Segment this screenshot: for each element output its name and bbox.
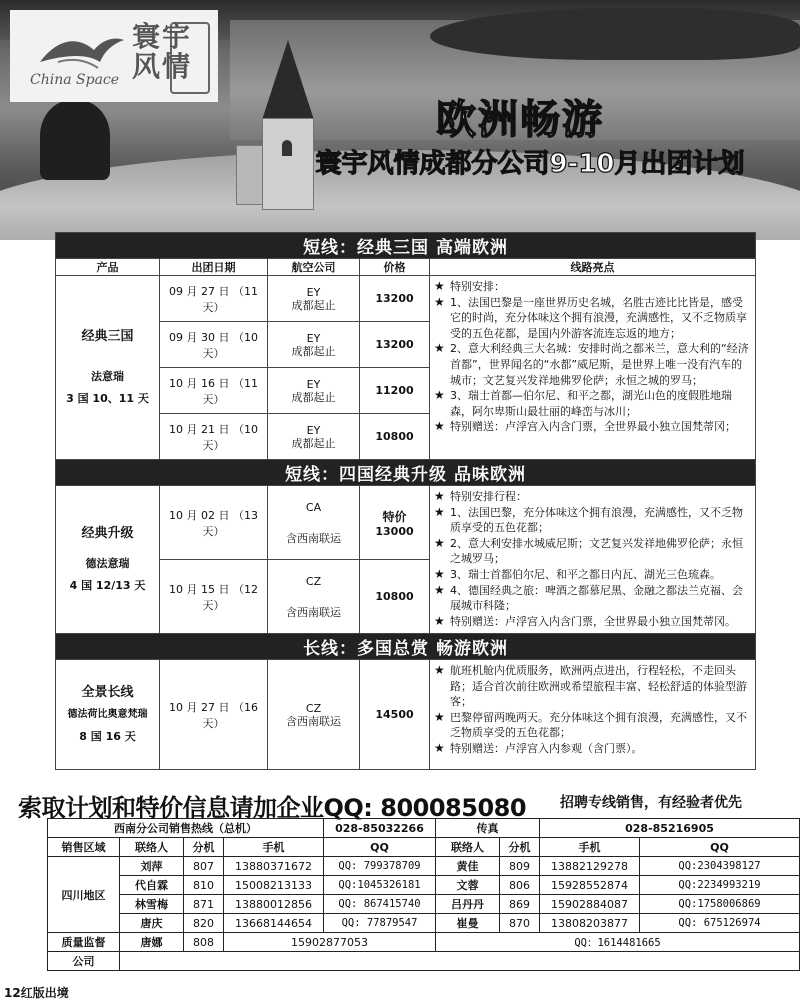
contact-name: 黄佳 (436, 857, 500, 876)
contact-ext: 807 (184, 857, 224, 876)
page-footer: 12红版出境 (4, 986, 69, 1000)
contact-header: 分机 (184, 838, 224, 857)
airline-note: 成都起止 (291, 436, 336, 450)
star-icon: ★ (434, 388, 445, 403)
departure-date: 10 月 16 日 （11 天） (160, 368, 268, 414)
column-header: 线路亮点 (430, 259, 756, 276)
hero-banner (0, 0, 800, 240)
contact-qq: QQ:2304398127 (640, 857, 800, 876)
highlight-item (434, 663, 751, 710)
highlight-item (434, 583, 751, 614)
contact-ext: 809 (500, 857, 540, 876)
contact-ext: 806 (500, 876, 540, 895)
company-label: 公司 (48, 952, 120, 971)
contact-header: QQ (324, 838, 436, 857)
highlight-item (434, 489, 751, 505)
church-spire (262, 40, 314, 120)
product-cell (56, 276, 160, 460)
highlight-text: 1、法国巴黎是一座世界历史名城，名胜古迹比比皆是，感受它的时尚，充分体味这个拥有浪漫，充满感性，又不乏物质享受的五色花都，是国内外游客流连忘返的地方； (450, 295, 747, 340)
product-duration: 8 国 16 天 (79, 729, 136, 743)
fax-number: 028-85216905 (540, 819, 800, 838)
airline-code: EY (306, 423, 321, 437)
star-icon: ★ (434, 341, 445, 356)
departure-date: 10 月 02 日 （13 天） (160, 486, 268, 560)
airline-cell (268, 660, 360, 770)
contact-mobile: 13668144654 (224, 914, 324, 933)
price: 11200 (360, 368, 430, 414)
contact-ext: 810 (184, 876, 224, 895)
contact-name: 文蓉 (436, 876, 500, 895)
highlight-item (434, 505, 751, 536)
highlight-text: 特别赠送：卢浮宫入内参观（含门票）。 (450, 741, 643, 755)
highlight-text: 巴黎停留两晚两天。充分体味这个拥有浪漫，充满感性，又不乏物质享受的五色花都； (450, 710, 747, 740)
contact-header: 分机 (500, 838, 540, 857)
contact-ext: 870 (500, 914, 540, 933)
airline-cell (268, 414, 360, 460)
highlight-text: 3、瑞士首都—伯尔尼、和平之都，湖光山色的度假胜地瑞森，阿尔卑斯山最壮丽的峰峦与冰川； (450, 389, 732, 418)
contact-name: 林雪梅 (120, 895, 184, 914)
contact-row (48, 895, 800, 914)
price: 13200 (360, 322, 430, 368)
highlight-item (434, 741, 751, 757)
star-icon: ★ (434, 582, 445, 597)
highlight-text: 特别赠送：卢浮宫入内含门票，全世界最小独立国梵蒂冈。 (450, 614, 736, 628)
departure-date: 10 月 21 日 （10 天） (160, 414, 268, 460)
star-icon: ★ (434, 613, 445, 628)
contact-ext: 869 (500, 895, 540, 914)
contact-qq: QQ:2234993219 (640, 876, 800, 895)
contact-header: QQ (640, 838, 800, 857)
logo-en-text: China Space (30, 72, 120, 88)
qc-name: 唐娜 (120, 933, 184, 952)
contact-header: 手机 (224, 838, 324, 857)
qc-label: 质量监督 (48, 933, 120, 952)
column-header: 产品 (56, 259, 160, 276)
contact-header-row (48, 838, 800, 857)
contact-header: 联络人 (120, 838, 184, 857)
contact-mobile: 15902884087 (540, 895, 640, 914)
star-icon: ★ (434, 504, 445, 519)
product-cell (56, 660, 160, 770)
highlight-text: 2、意大利经典三大名城：安排时尚之都米兰，意大利的“经济首都”，世界闻名的“水都”威尼斯，是世界上唯一没有汽车的城市；文艺复兴发祥地佛罗伦萨；永恒之城的罗马； (450, 342, 749, 387)
contact-row (48, 914, 800, 933)
highlight-item (434, 341, 751, 388)
price: 13200 (360, 276, 430, 322)
highlight-text: 特别安排： (450, 280, 505, 293)
airline-code: CZ (305, 701, 322, 715)
island (430, 8, 800, 60)
contact-name: 代自霖 (120, 876, 184, 895)
airline-code: EY (306, 377, 321, 391)
highlights-cell (430, 486, 756, 634)
quality-row (48, 933, 800, 952)
contact-qq: QQ: 77879547 (324, 914, 436, 933)
contact-qq: QQ:1045326181 (324, 876, 436, 895)
highlight-item (434, 388, 751, 419)
price: 10800 (360, 560, 430, 634)
highlight-item (434, 295, 751, 342)
section-title: 短线：四国经典升级 品味欧洲 (56, 460, 756, 486)
star-icon: ★ (434, 419, 445, 434)
company-row (48, 952, 800, 971)
column-header: 航空公司 (268, 259, 360, 276)
star-icon: ★ (434, 535, 445, 550)
highlight-text: 特别赠送：卢浮宫入内含门票，全世界最小独立国梵蒂冈； (450, 420, 736, 434)
contact-mobile: 13880371672 (224, 857, 324, 876)
qc-mobile: 15902877053 (224, 933, 436, 952)
departure-row (56, 486, 756, 560)
region-cell: 四川地区 (48, 857, 120, 933)
hotline-label: 西南分公司销售热线（总机） (48, 819, 324, 838)
contact-row (48, 857, 800, 876)
contact-name: 刘萍 (120, 857, 184, 876)
highlight-text: 4、德国经典之旅：啤酒之都慕尼黑、金融之都法兰克福、会展城市科隆； (450, 583, 743, 613)
departure-date: 09 月 27 日 （11 天） (160, 276, 268, 322)
product-name: 全景长线 (81, 684, 134, 700)
star-icon: ★ (434, 279, 445, 293)
qc-ext: 808 (184, 933, 224, 952)
star-icon: ★ (434, 740, 445, 755)
contact-qq: QQ: 675126974 (640, 914, 800, 933)
product-cell (56, 486, 160, 634)
section-title: 短线：经典三国 高端欧洲 (56, 233, 756, 259)
star-icon: ★ (434, 566, 445, 581)
airline-note: 成都起止 (291, 298, 336, 312)
qc-qq: QQ：1614481665 (436, 933, 800, 952)
contact-name: 唐庆 (120, 914, 184, 933)
contact-mobile: 13880012856 (224, 895, 324, 914)
contact-mobile: 13882129278 (540, 857, 640, 876)
product-countries: 法意瑞 (91, 369, 124, 383)
product-duration: 3 国 10、11 天 (66, 391, 149, 405)
contact-table (47, 818, 800, 971)
column-header: 价格 (360, 259, 430, 276)
star-icon: ★ (434, 489, 445, 503)
star-icon: ★ (434, 294, 445, 309)
departure-date: 10 月 15 日 （12 天） (160, 560, 268, 634)
highlights-cell (430, 276, 756, 460)
airline-note: 含西南联运 (286, 531, 341, 545)
airline-code: EY (306, 285, 321, 299)
airline-code: CZ (305, 574, 322, 588)
airline-note: 含西南联运 (286, 714, 341, 728)
airline-note: 含西南联运 (286, 605, 341, 619)
section-title: 长线：多国总赏 畅游欧洲 (56, 634, 756, 660)
bird-logo-icon (38, 32, 126, 72)
airline-cell (268, 368, 360, 414)
departure-date: 09 月 30 日 （10 天） (160, 322, 268, 368)
price: 13000 (375, 524, 414, 538)
contact-qq: QQ: 867415740 (324, 895, 436, 914)
departure-date: 10 月 27 日 （16 天） (160, 660, 268, 770)
airline-code: CA (305, 500, 322, 514)
airline-cell (268, 560, 360, 634)
fax-label: 传真 (436, 819, 540, 838)
hotline-row (48, 819, 800, 838)
product-duration: 4 国 12/13 天 (69, 578, 146, 592)
product-name: 经典三国 (81, 328, 134, 344)
departure-row (56, 276, 756, 322)
airline-cell (268, 322, 360, 368)
contact-row (48, 876, 800, 895)
company-blank (120, 952, 800, 971)
highlight-text: 1、法国巴黎，充分体味这个拥有浪漫，充满感性，又不乏物质享受的五色花都； (450, 505, 743, 535)
logo-cn-text: 寰宇风情 (132, 20, 193, 83)
contact-name: 崔曼 (436, 914, 500, 933)
product-countries: 德法意瑞 (85, 556, 130, 570)
star-icon: ★ (434, 709, 445, 724)
column-header-row (56, 259, 756, 276)
contact-qq: QQ:1758006869 (640, 895, 800, 914)
airline-cell (268, 276, 360, 322)
star-icon: ★ (434, 663, 445, 677)
contact-qq: QQ: 799378709 (324, 857, 436, 876)
highlight-text: 2、意大利安排水城威尼斯；文艺复兴发祥地佛罗伦萨；永恒之城罗马； (450, 536, 743, 566)
highlight-text: 3、瑞士首都伯尔尼、和平之都日内瓦、湖光三色琉森。 (450, 567, 721, 581)
highlight-item (434, 567, 751, 583)
price: 14500 (360, 660, 430, 770)
headline: 欧洲畅游 (436, 96, 604, 143)
product-name: 经典升级 (81, 525, 134, 541)
contact-name: 吕丹丹 (436, 895, 500, 914)
highlight-item (434, 419, 751, 435)
highlight-text: 航班机舱内优质服务，欧洲两点进出，行程轻松，不走回头路；适合首次前往欧洲或希望旅程丰富、轻松舒适的体验型游客； (450, 664, 747, 709)
route-table (55, 232, 756, 770)
highlight-item (434, 279, 751, 295)
contact-header: 联络人 (436, 838, 500, 857)
contact-ext: 820 (184, 914, 224, 933)
highlights-cell (430, 660, 756, 770)
price-cell (360, 486, 430, 560)
column-header: 出团日期 (160, 259, 268, 276)
airline-note: 成都起止 (291, 390, 336, 404)
airline-note: 成都起止 (291, 344, 336, 358)
contact-ext: 871 (184, 895, 224, 914)
contact-mobile: 15928552874 (540, 876, 640, 895)
hotline-number: 028-85032266 (324, 819, 436, 838)
price-label: 特价 (382, 509, 407, 524)
tree-cluster (40, 100, 110, 180)
contact-mobile: 13808203877 (540, 914, 640, 933)
airline-cell (268, 486, 360, 560)
price: 10800 (360, 414, 430, 460)
contact-mobile: 15008213133 (224, 876, 324, 895)
highlight-item (434, 536, 751, 567)
highlight-item (434, 710, 751, 741)
contact-header: 手机 (540, 838, 640, 857)
highlight-item (434, 614, 751, 630)
highlight-text: 特别安排行程： (450, 490, 527, 503)
logo (10, 10, 218, 102)
product-countries: 德法荷比奥意梵瑞 (67, 708, 148, 720)
subheadline: 寰宇风情成都分公司9-10月出团计划 (315, 149, 745, 179)
qq-promo: 索取计划和特价信息请加企业QQ: 800085080 (18, 794, 527, 822)
departure-row (56, 660, 756, 770)
airline-code: EY (306, 331, 321, 345)
recruit-note: 招聘专线销售，有经验者优先 (560, 795, 742, 811)
contact-header: 销售区域 (48, 838, 120, 857)
